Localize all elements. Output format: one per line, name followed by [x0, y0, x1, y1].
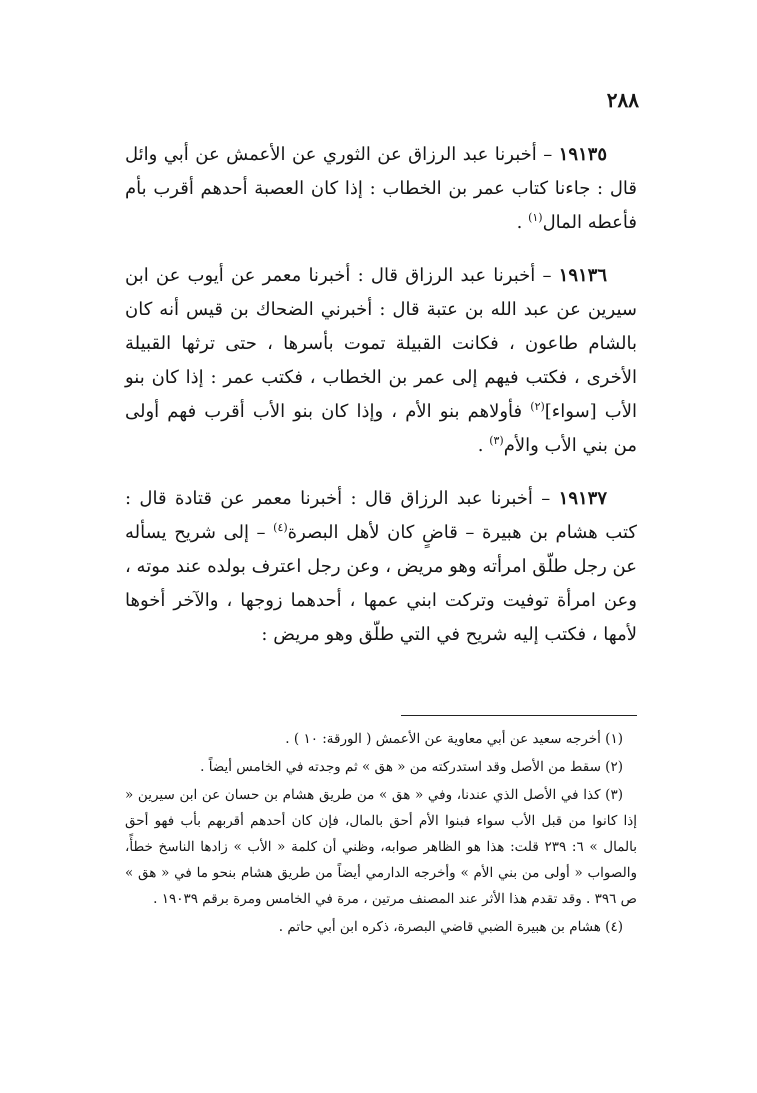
paragraph-tail: . — [477, 435, 490, 456]
footnote-4 — [125, 914, 637, 940]
hadith-number: ١٩١٣٦ — [558, 265, 607, 286]
footnote-number: (٢) — [605, 759, 623, 775]
paragraph-tail: . — [516, 212, 529, 233]
footnote-3 — [125, 782, 637, 912]
footnote-ref[interactable]: (٣) — [489, 434, 504, 447]
paragraph-text: – أخبرنا عبد الرزاق قال : أخبرنا معمر عن أيوب عن ابن سيرين عن عبد الله بن عتبة قال : أخبرني الضحاك بن قيس أنه كان بالشام طاعون ، فكانت القبيلة تموت بأسرها ، حتى ترثها القبيلة الأخرى ، فكتب فيهم إلى عمر بن الخطاب ، فكتب عمر : إذا كان بنو الأب [سواء] — [125, 265, 638, 422]
footnote-text: سقط من الأصل وقد استدركته من « هق » ثم وجدته في الخامس أيضاً . — [200, 759, 606, 775]
hadith-number: ١٩١٣٥ — [558, 144, 607, 165]
footnote-number: (٤) — [605, 919, 623, 935]
footnote-ref[interactable]: (٢) — [530, 400, 545, 413]
paragraph-19135 — [125, 138, 637, 240]
main-text — [125, 138, 637, 671]
footnote-number: (٣) — [605, 787, 623, 803]
footnote-divider — [401, 715, 637, 716]
footnote-text: أخرجه سعيد عن أبي معاوية عن الأعمش ( الورقة: ١٠ ) . — [285, 731, 606, 747]
paragraph-19137 — [125, 482, 637, 652]
page-number: ٢٨٨ — [606, 88, 639, 112]
paragraph-text: – أخبرنا عبد الرزاق قال : أخبرنا معمر عن قتادة قال : كتب هشام بن هبيرة – قاضٍ كان لأهل البصرة — [125, 488, 637, 543]
footnote-ref[interactable]: (٤) — [273, 521, 288, 534]
paragraph-text-continued: فأولاهم بنو الأم ، وإذا كان بنو الأب أقرب فهم أولى من بني الأب والأم — [125, 401, 637, 456]
footnotes — [125, 726, 637, 942]
footnote-number: (١) — [605, 731, 623, 747]
paragraph-text: – أخبرنا عبد الرزاق عن الثوري عن الأعمش عن أبي وائل قال : جاءنا كتاب عمر بن الخطاب : إذا كان العصبة أحدهم أقرب بأم فأعطه المال — [125, 144, 637, 233]
footnote-text: كذا في الأصل الذي عندنا، وفي « هق » من طريق هشام بن حسان عن ابن سيرين « إذا كانوا من قبل الأب سواء فبنوا الأم أحق بالمال، فإن كان أحدهم أقربهم بأب فهو أحق بالمال » ٦: ٢٣٩ قلت: هذا هو الظاهر صوابه، وظني أن كلمة « الأب » زادها الناسخ خطأً، والصواب « أولى من بني الأم » وأخرجه الدارمي أيضاً من طريق هشام بنحو ما في « هق » ص ٣٩٦ . وقد تقدم هذا الأثر عند المصنف مرتين ، مرة في الخامس ومرة برقم ١٩٠٣٩ . — [125, 787, 637, 907]
paragraph-text-continued: – إلى شريح يسأله عن رجل طلّق امرأته وهو مريض ، وعن رجل اعترف بولده عند موته ، وعن امرأة توفيت وتركت ابني عمها ، أحدهما زوجها ، والآخر أخوها لأمها ، فكتب إليه شريح في التي طلّق وهو مريض : — [125, 522, 637, 645]
footnote-text: هشام بن هبيرة الضبي قاضي البصرة، ذكره ابن أبي حاتم . — [278, 919, 606, 935]
hadith-number: ١٩١٣٧ — [558, 488, 607, 509]
paragraph-19136 — [125, 259, 637, 463]
footnote-2 — [125, 754, 637, 780]
footnote-ref[interactable]: (١) — [528, 211, 543, 224]
footnote-1 — [125, 726, 637, 752]
